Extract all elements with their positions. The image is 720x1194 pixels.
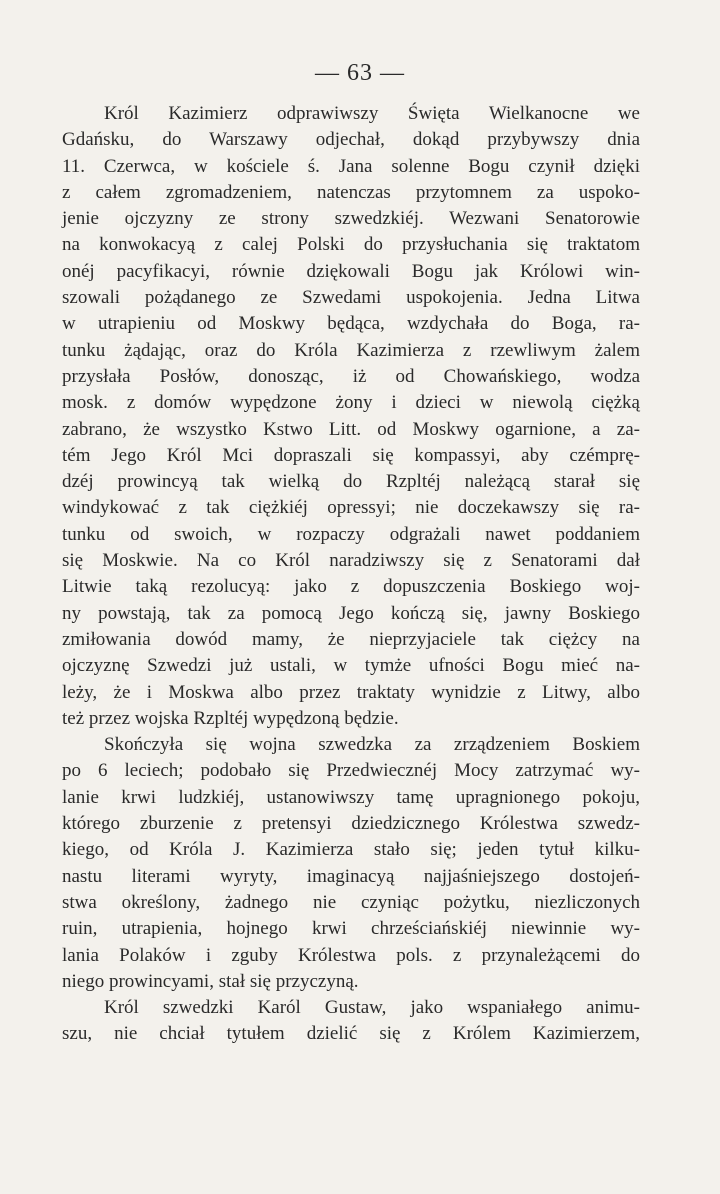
text-line: zmiłowania dowód mamy, że nieprzyjaciele tak ciężcy na xyxy=(62,628,640,650)
text-line: po 6 leciech; podobało się Przedwiecznéj Mocy zatrzymać wy- xyxy=(62,760,640,782)
text-line: przysłała Posłów, donosząc, iż od Chowańskiego, wodza xyxy=(62,365,640,387)
text-line: Gdańsku, do Warszawy odjechał, dokąd przybywszy dnia xyxy=(62,129,640,151)
text-line: szu, nie chciał tytułem dzielić się z Królem Kazimierzem, xyxy=(62,1023,640,1045)
text-line: na konwokacyą z calej Polski do przysłuchania się traktatom xyxy=(62,234,640,256)
text-line: tunku od swoich, w rozpaczy odgrażali nawet poddaniem xyxy=(62,523,640,545)
text-line: Litwie taką rezolucyą: jako z dopuszczenia Boskiego woj- xyxy=(62,576,640,598)
text-line: 11. Czerwca, w kościele ś. Jana solenne Bogu czynił dzięki xyxy=(62,155,640,177)
text-line: się Moskwie. Na co Król naradziwszy się z Senatorami dał xyxy=(62,550,640,572)
text-line: którego zburzenie z pretensyi dziedzicznego Królestwa szwedz- xyxy=(62,813,640,835)
text-line: ny powstają, tak za pomocą Jego kończą się, jawny Boskiego xyxy=(62,602,640,624)
body-text xyxy=(62,101,640,1048)
text-line: lania Polaków i zguby Królestwa pols. z przynależącemi do xyxy=(62,944,640,966)
text-line: ojczyznę Szwedzi już ustali, w tymże ufności Bogu mieć na- xyxy=(62,655,640,677)
text-line: zabrano, że wszystko Kstwo Litt. od Moskwy ogarnione, a za- xyxy=(62,418,640,440)
text-line: lanie krwi ludzkiéj, ustanowiwszy tamę upragnionego pokoju, xyxy=(62,786,640,808)
text-line: Skończyła się wojna szwedzka za zrządzeniem Boskiem xyxy=(104,734,640,756)
text-line: stwa określony, żadnego nie czyniąc pożytku, niezliczonych xyxy=(62,891,640,913)
text-line: windykować z tak ciężkiéj opressyi; nie doczekawszy się ra- xyxy=(62,497,640,519)
text-line: tunku żądając, oraz do Króla Kazimierza z rzewliwym żalem xyxy=(62,339,640,361)
text-line: z całem zgromadzeniem, natenczas przytomnem za uspoko- xyxy=(62,181,640,203)
text-line: onéj pacyfikacyi, równie dziękowali Bogu jak Królowi win- xyxy=(62,260,640,282)
page-number: — 63 — xyxy=(315,60,405,86)
text-line: szowali pożądanego ze Szwedami uspokojenia. Jedna Litwa xyxy=(62,287,640,309)
text-line: leży, że i Moskwa albo przez traktaty wynidzie z Litwy, albo xyxy=(62,681,640,703)
text-line: w utrapieniu od Moskwy będąca, wzdychała do Boga, ra- xyxy=(62,313,640,335)
text-line: też przez wojska Rzpltéj wypędzoną będzie. xyxy=(62,707,399,729)
text-line: ruin, utrapienia, hojnego krwi chrześciańskiéj niewinnie wy- xyxy=(62,918,640,940)
text-line: mosk. z domów wypędzone żony i dzieci w niewolą ciężką xyxy=(62,392,640,414)
text-line: tém Jego Król Mci dopraszali się kompassyi, aby czémprę- xyxy=(62,444,640,466)
text-line: dzéj prowincyą tak wielką do Rzpltéj należącą starał się xyxy=(62,471,640,493)
text-line: jenie ojczyzny ze strony szwedzkiéj. Wezwani Senatorowie xyxy=(62,208,640,230)
text-line: Król Kazimierz odprawiwszy Święta Wielkanocne we xyxy=(104,103,640,124)
text-line: niego prowincyami, stał się przyczyną. xyxy=(62,970,359,992)
text-line: kiego, od Króla J. Kazimierza stało się; jeden tytuł kilku- xyxy=(62,839,640,861)
text-line: nastu literami wyryty, imaginacyą najjaśniejszego dostojeń- xyxy=(62,865,640,887)
text-line: Król szwedzki Karól Gustaw, jako wspaniałego animu- xyxy=(104,997,640,1019)
